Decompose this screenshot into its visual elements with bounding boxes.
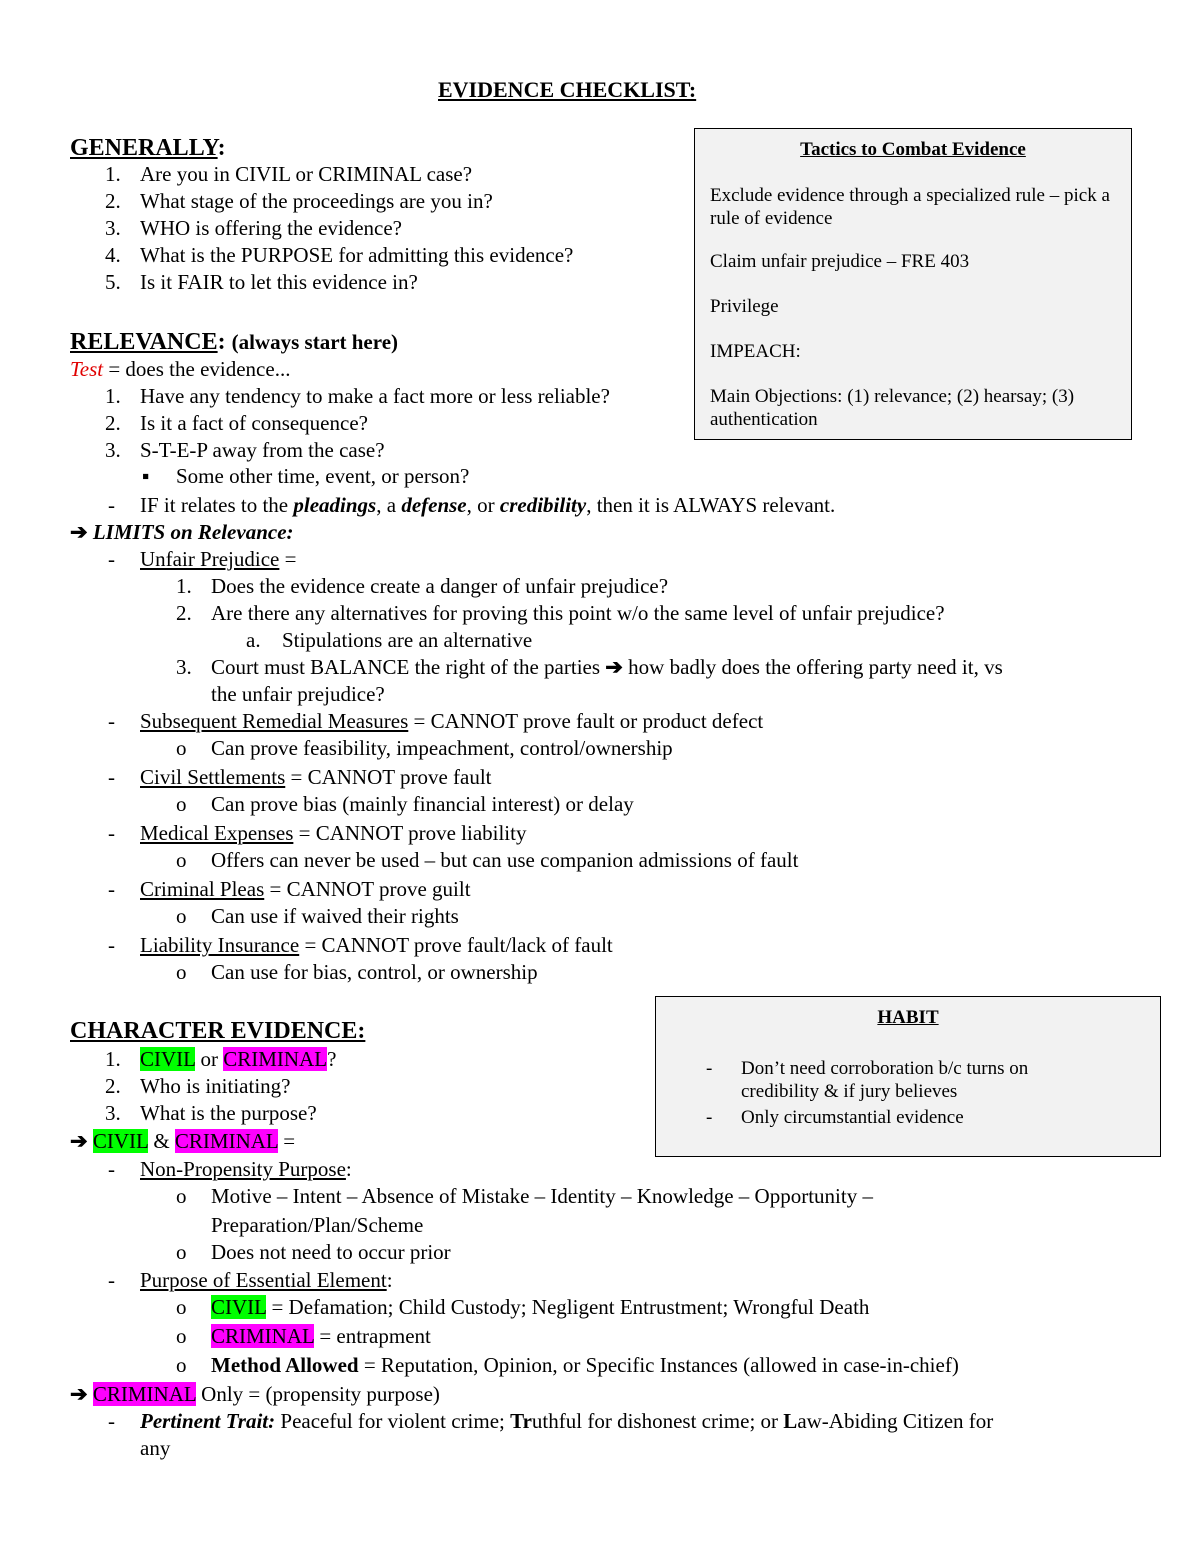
circle-bullet: o	[176, 1184, 187, 1208]
circle-bullet: o	[176, 848, 187, 872]
generally-item-5: 5.	[105, 270, 121, 294]
tactics-p1: Exclude evidence through a specialized rule – pick a rule of evidence	[710, 185, 1110, 229]
tactics-p4: IMPEACH:	[710, 341, 801, 362]
circle-bullet: o	[176, 1353, 187, 1377]
relevance-item-2: 2.	[105, 411, 121, 435]
dash-bullet: -	[108, 547, 115, 571]
dash-bullet: -	[108, 1268, 115, 1292]
rule-insurance: Liability Insurance = CANNOT prove fault/lack of fault	[140, 933, 613, 957]
arrow-icon: ➔	[70, 1382, 88, 1406]
rule-medical: Medical Expenses = CANNOT prove liability	[140, 821, 527, 845]
dash-bullet: -	[706, 1107, 713, 1128]
char-item-3: What is the purpose?	[140, 1101, 317, 1125]
tactics-p2: Claim unfair prejudice – FRE 403	[710, 251, 970, 272]
char-item-1: CIVIL or CRIMINAL?	[140, 1047, 337, 1071]
arrow-icon: ➔	[70, 520, 88, 544]
dash-bullet: -	[108, 493, 115, 517]
dash-bullet: -	[108, 933, 115, 957]
generally-item-3-text: WHO is offering the evidence?	[140, 216, 403, 240]
rule-civil-settlements-sub: Can prove bias (mainly financial interest) or delay	[211, 792, 634, 816]
essential-civil: CIVIL = Defamation; Child Custody; Negligent Entrustment; Wrongful Death	[211, 1295, 870, 1319]
rule-criminal-pleas: Criminal Pleas = CANNOT prove guilt	[140, 877, 471, 901]
relevance-item-3: 3.	[105, 438, 121, 462]
civil-criminal-line: ➔ CIVIL & CRIMINAL =	[70, 1129, 296, 1153]
non-propensity-sub1: Motive – Intent – Absence of Mistake – Identity – Knowledge – Opportunity –	[211, 1184, 873, 1208]
habit-title: HABIT	[877, 1007, 939, 1028]
non-propensity: Non-Propensity Purpose:	[140, 1157, 352, 1181]
habit-b2: Only circumstantial evidence	[741, 1107, 964, 1128]
tactics-p3: Privilege	[710, 296, 779, 317]
arrow-icon: ➔	[70, 1129, 88, 1153]
up-sub-a-label: a.	[246, 628, 261, 652]
relevance-item-1-text: Have any tendency to make a fact more or less reliable?	[140, 384, 610, 408]
dash-bullet: -	[706, 1058, 713, 1079]
circle-bullet: o	[176, 904, 187, 928]
char-item-3-num: 3.	[105, 1101, 121, 1125]
arrow-icon: ➔	[605, 655, 623, 679]
up-item-3: Court must BALANCE the right of the parties ➔ how badly does the offering party need it, vs	[211, 655, 1003, 679]
generally-item-2: 2.	[105, 189, 121, 213]
circle-bullet: o	[176, 960, 187, 984]
rule-medical-sub: Offers can never be used – but can use companion admissions of fault	[211, 848, 799, 872]
dash-bullet: -	[108, 821, 115, 845]
dash-bullet: -	[108, 1409, 115, 1433]
circle-bullet: o	[176, 736, 187, 760]
relevance-heading: RELEVANCE: (always start here)	[70, 329, 399, 355]
tactics-title: Tactics to Combat Evidence	[800, 139, 1026, 160]
essential-element: Purpose of Essential Element:	[140, 1268, 393, 1292]
page-title: EVIDENCE CHECKLIST:	[438, 77, 697, 102]
habit-b1: Don’t need corroboration b/c turns on credibility & if jury believes	[741, 1058, 1029, 1102]
tactics-p5: Main Objections: (1) relevance; (2) hearsay; (3) authentication	[710, 386, 1075, 430]
rule-srm: Subsequent Remedial Measures = CANNOT prove fault or product defect	[140, 709, 764, 733]
habit-box	[655, 996, 1161, 1157]
relevance-item-1: 1.	[105, 384, 121, 408]
non-propensity-sub2: Does not need to occur prior	[211, 1240, 451, 1264]
circle-bullet: o	[176, 1295, 187, 1319]
essential-criminal: CRIMINAL = entrapment	[211, 1324, 431, 1348]
relevance-test: Test = does the evidence...	[70, 357, 291, 381]
rule-srm-sub: Can prove feasibility, impeachment, control/ownership	[211, 736, 673, 760]
dash-bullet: -	[108, 1157, 115, 1181]
non-propensity-sub1-cont: Preparation/Plan/Scheme	[211, 1213, 424, 1237]
up-item-3-num: 3.	[176, 655, 192, 679]
rule-insurance-sub: Can use for bias, control, or ownership	[211, 960, 538, 984]
up-sub-a: Stipulations are an alternative	[282, 628, 533, 652]
generally-item-1: 1.	[105, 162, 121, 186]
generally-item-2-text: What stage of the proceedings are you in?	[140, 189, 493, 213]
generally-item-4: 4.	[105, 243, 121, 267]
dash-bullet: -	[108, 765, 115, 789]
dash-bullet: -	[108, 709, 115, 733]
circle-bullet: o	[176, 1324, 187, 1348]
up-item-3-cont: the unfair prejudice?	[211, 682, 385, 706]
relevance-always: IF it relates to the pleadings, a defense, or credibility, then it is ALWAYS relevant.	[140, 493, 836, 517]
limits-heading: ➔ LIMITS on Relevance:	[70, 520, 294, 544]
generally-item-5-text: Is it FAIR to let this evidence in?	[140, 270, 418, 294]
char-item-1-num: 1.	[105, 1047, 121, 1071]
relevance-item-2-text: Is it a fact of consequence?	[140, 411, 368, 435]
circle-bullet: o	[176, 1240, 187, 1264]
char-item-2-num: 2.	[105, 1074, 121, 1098]
character-heading: CHARACTER EVIDENCE:	[70, 1018, 366, 1044]
pertinent-trait-cont: any	[140, 1436, 171, 1460]
method-allowed: Method Allowed = Reputation, Opinion, or Specific Instances (allowed in case-in-chief)	[211, 1353, 959, 1377]
pertinent-trait: Pertinent Trait: Peaceful for violent crime; Truthful for dishonest crime; or Law-Abiding Citizen for	[140, 1409, 994, 1433]
up-item-1: Does the evidence create a danger of unfair prejudice?	[211, 574, 669, 598]
up-item-2: Are there any alternatives for proving this point w/o the same level of unfair prejudice?	[211, 601, 945, 625]
square-bullet: ▪	[142, 464, 150, 488]
rule-criminal-pleas-sub: Can use if waived their rights	[211, 904, 459, 928]
relevance-item-3-text: S-T-E-P away from the case?	[140, 438, 385, 462]
up-item-2-num: 2.	[176, 601, 192, 625]
generally-heading: GENERALLY:	[70, 135, 226, 161]
char-item-2: Who is initiating?	[140, 1074, 291, 1098]
circle-bullet: o	[176, 792, 187, 816]
relevance-sub-bullet: Some other time, event, or person?	[176, 464, 470, 488]
generally-item-1-text: Are you in CIVIL or CRIMINAL case?	[140, 162, 473, 186]
dash-bullet: -	[108, 877, 115, 901]
criminal-only-line: ➔ CRIMINAL Only = (propensity purpose)	[70, 1382, 440, 1406]
generally-item-4-text: What is the PURPOSE for admitting this evidence?	[140, 243, 574, 267]
rule-civil-settlements: Civil Settlements = CANNOT prove fault	[140, 765, 492, 789]
unfair-prejudice: Unfair Prejudice =	[140, 547, 297, 571]
generally-item-3: 3.	[105, 216, 121, 240]
up-item-1-num: 1.	[176, 574, 192, 598]
tactics-box	[694, 128, 1132, 440]
